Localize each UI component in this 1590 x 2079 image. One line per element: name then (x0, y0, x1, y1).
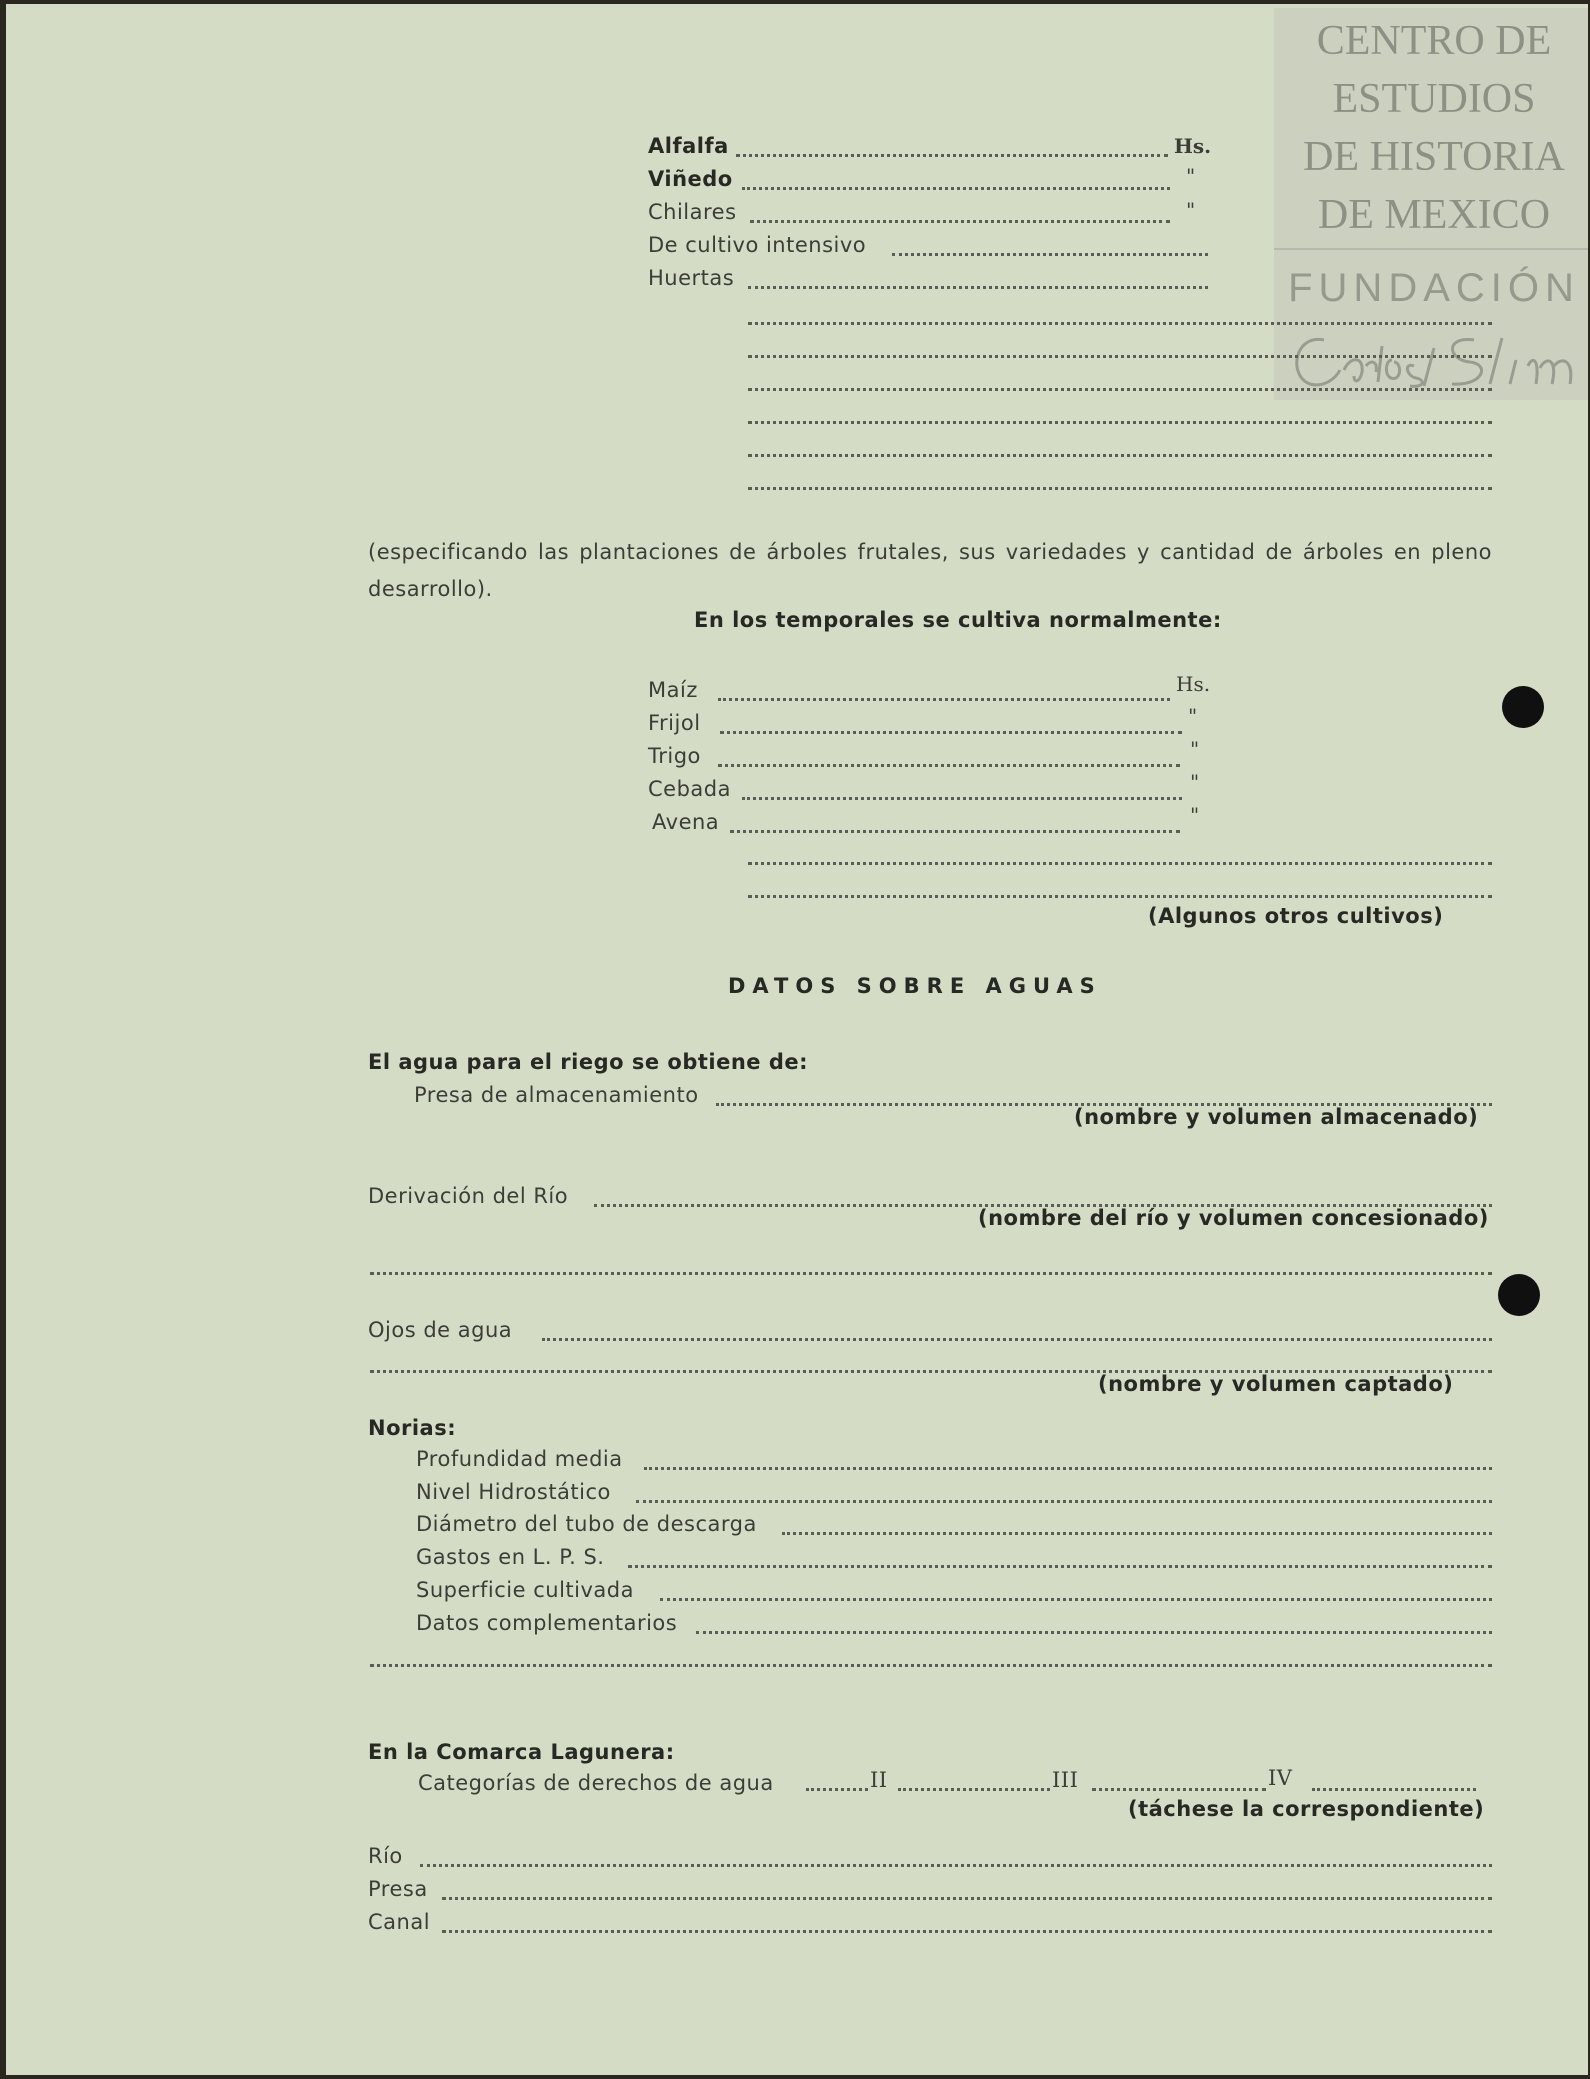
springs-caption: (nombre y volumen captado) (1098, 1372, 1454, 1396)
category-option: IV (1268, 1766, 1293, 1790)
laguna-heading: En la Comarca Lagunera: (368, 1740, 675, 1764)
water-source-heading: El agua para el riego se obtiene de: (368, 1050, 809, 1074)
wells-item: Nivel Hidrostático (416, 1480, 611, 1504)
unit-mark: Hs. (1176, 672, 1211, 696)
fill-line (636, 1500, 1492, 1503)
watermark-divider (1274, 248, 1588, 250)
fill-line (748, 487, 1492, 490)
fill-line (644, 1467, 1492, 1470)
fill-line (370, 1664, 1492, 1667)
laguna-item: Presa (368, 1877, 428, 1901)
crop-label-chilares: Chilares (648, 200, 737, 224)
fill-line (628, 1565, 1492, 1568)
category-option: II (870, 1768, 888, 1792)
ditto-mark: " (1186, 164, 1196, 188)
laguna-item: Canal (368, 1910, 431, 1934)
wells-item: Profundidad media (416, 1447, 623, 1471)
punch-hole (1502, 686, 1544, 728)
section-title: DATOS SOBRE AGUAS (728, 974, 1102, 998)
crop-label-maiz: Maíz (648, 678, 698, 702)
fill-line (750, 220, 1170, 223)
rights-caption: (táchese la correspondiente) (1128, 1797, 1485, 1821)
fill-line (806, 1788, 868, 1791)
crop-label-alfalfa: Alfalfa (648, 134, 729, 158)
fill-line (370, 1272, 1492, 1275)
crop-label-frijol: Frijol (648, 711, 701, 735)
crop-label-cebada: Cebada (648, 777, 731, 801)
wells-heading: Norias: (368, 1416, 457, 1440)
ditto-mark: " (1186, 198, 1196, 222)
laguna-item: Río (368, 1844, 403, 1868)
crop-label-avena: Avena (652, 810, 720, 834)
unit-mark: Hs. (1174, 134, 1212, 158)
wells-item: Gastos en L. P. S. (416, 1545, 605, 1569)
archive-watermark (1274, 8, 1588, 400)
crop-label-huertas: Huertas (648, 266, 735, 290)
punch-hole (1498, 1274, 1540, 1316)
fill-line (782, 1532, 1492, 1535)
dam-caption: (nombre y volumen almacenado) (1074, 1105, 1479, 1129)
rights-label: Categorías de derechos de agua (418, 1771, 774, 1795)
fill-line (696, 1631, 1492, 1634)
fill-line (748, 388, 1492, 391)
fill-line (736, 154, 1168, 157)
fill-line (748, 322, 1492, 325)
fill-line (748, 862, 1492, 865)
fill-line (442, 1930, 1492, 1933)
document-page (6, 4, 1588, 2075)
wells-item: Datos complementarios (416, 1611, 678, 1635)
fill-line (748, 421, 1492, 424)
wells-item: Diámetro del tubo de descarga (416, 1512, 757, 1536)
watermark-line-2: ESTUDIOS (1332, 76, 1536, 122)
watermark-line-3: DE HISTORIA (1303, 134, 1565, 180)
wells-item: Superficie cultivada (416, 1578, 634, 1602)
orchard-note: (especificando las plantaciones de árboles frutales, sus variedades y cantidad de árboles en pleno desarrollo). (368, 540, 1492, 601)
fill-line (898, 1788, 1050, 1791)
fill-line (660, 1598, 1492, 1601)
fill-line (718, 698, 1170, 701)
crop-label-intensivo: De cultivo intensivo (648, 233, 867, 257)
fill-line (742, 797, 1182, 800)
fill-line (442, 1897, 1492, 1900)
other-crops-caption: (Algunos otros cultivos) (1148, 904, 1444, 928)
ditto-mark: " (1190, 770, 1200, 794)
watermark-line-4: DE MEXICO (1317, 192, 1551, 238)
fill-line (542, 1338, 1492, 1341)
crop-label-vinedo: Viñedo (648, 167, 733, 191)
seasonal-heading: En los temporales se cultiva normalmente: (694, 608, 1222, 632)
fill-line (892, 253, 1208, 256)
river-caption: (nombre del río y volumen concesionado) (978, 1206, 1489, 1230)
ditto-mark: " (1190, 803, 1200, 827)
fill-line (1092, 1788, 1266, 1791)
springs-label: Ojos de agua (368, 1318, 513, 1342)
fill-line (720, 731, 1182, 734)
river-label: Derivación del Río (368, 1184, 569, 1208)
fill-line (718, 764, 1180, 767)
fill-line (748, 454, 1492, 457)
dam-label: Presa de almacenamiento (414, 1083, 699, 1107)
fill-line (748, 286, 1208, 289)
crop-label-trigo: Trigo (648, 744, 701, 768)
watermark-foundation: FUNDACIÓN (1288, 266, 1580, 310)
fill-line (420, 1864, 1492, 1867)
fill-line (730, 830, 1180, 833)
fill-line (748, 895, 1492, 898)
ditto-mark: " (1190, 737, 1200, 761)
fill-line (742, 187, 1170, 190)
watermark-line-1: CENTRO DE (1316, 18, 1552, 64)
fill-line (748, 355, 1492, 358)
fill-line (1312, 1788, 1476, 1791)
ditto-mark: " (1188, 704, 1198, 728)
category-option: III (1052, 1768, 1079, 1792)
